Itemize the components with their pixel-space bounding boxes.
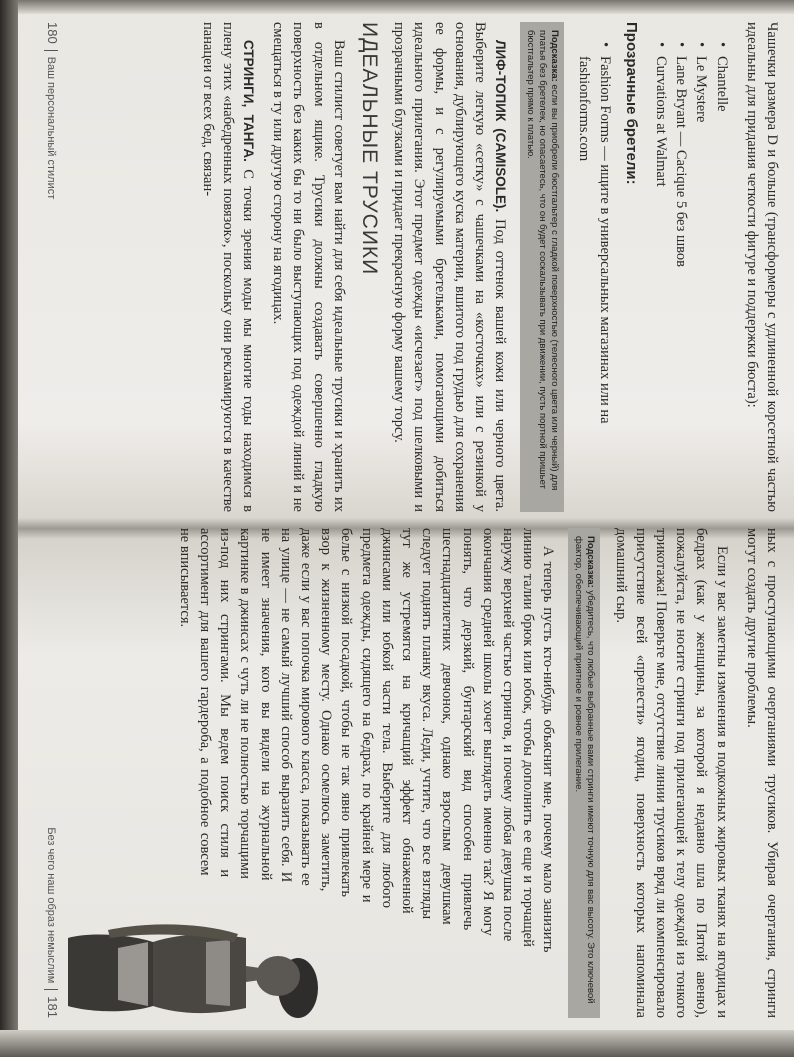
neck-shape bbox=[246, 966, 260, 982]
page-number: 180 bbox=[45, 22, 60, 44]
intro-text: Чашечки размера D и больше (трансформеры с удлиненной корсетной частью идеальны для придания четкости фигуре и поддержки бюста): bbox=[743, 22, 780, 512]
list-item: • Fashion Forms — ищите в универсальных магазинах или на fashionforms.com bbox=[574, 56, 614, 512]
panties-paragraph: Ваш стилист советует вам найти для себя идеальные трусики и хранить их в отдельном ящике. Трусики должны создавать совершенно гладкую поверхность без каких бы то ни было выступающих под одеждой линий и не смещаться в ту или другую сторону на ягодицах. bbox=[270, 22, 347, 512]
paragraph: Если у вас заметны изменения в подкожных жировых тканях на ягодицах и бедрах (как у женщины, за которой я недавно шла по Пятой авеню), пожалуйста, не носите стринги под прилегающей к телу одеждой из тонкого трикотажа! Поверьте мне, отсутствие линии трусиков вряд ли компенсировало присутствие всей «прелести» ягодиц, поверхность которых напоминала домашний сыр. bbox=[612, 528, 730, 1018]
footer-divider bbox=[44, 50, 58, 51]
tip-label: Подсказка: bbox=[585, 536, 597, 588]
tip-label: Подсказка: bbox=[549, 30, 561, 82]
tip-box bbox=[520, 22, 564, 512]
page-180 bbox=[42, 22, 782, 512]
torso-shape bbox=[153, 935, 246, 1014]
footer-divider bbox=[44, 989, 58, 990]
strings-lead: СТРИНГИ, ТАНГА. bbox=[240, 40, 256, 162]
camisole-paragraph bbox=[389, 22, 510, 512]
head-shape bbox=[256, 956, 300, 996]
list-item: • Le Mystere bbox=[691, 56, 711, 512]
tip-text: убедитесь, что любые выбранные вами стринги имеют точную для вас высоту. Это ключевой фактор, обеспечивающий приятное и ровное прилегание. bbox=[573, 536, 597, 1004]
bra-shape bbox=[206, 940, 230, 1006]
running-title: Без чего наш образ немыслим bbox=[45, 827, 57, 984]
page-footer bbox=[42, 22, 62, 512]
tip-box bbox=[568, 528, 600, 1018]
page-edge-top bbox=[0, 0, 794, 14]
straps-list bbox=[574, 22, 614, 512]
page-footer bbox=[42, 528, 62, 1018]
page-edge-bottom bbox=[0, 1030, 794, 1057]
continued-paragraph: ных с проступающими очертаниями трусиков. Убирая очертания, стринги могут создать другие проблемы. bbox=[743, 528, 780, 1018]
page-number: 181 bbox=[45, 996, 60, 1018]
camisole-lead: ЛИФ-ТОПИК (CAMISOLE). bbox=[493, 40, 509, 213]
tip-text: если вы приобрели бюстгальтер с гладкой поверхностью (телесного цвета или черный) для платья без бретелек, но опасаетесь, что он будет соскальзывать при движении, пусть портной пришьет бюстгальтер прямо к платью. bbox=[525, 30, 561, 491]
strings-text: С точки зрения моды мы многие годы находимся в плену этих «набедренных повязок», поскольку они рекламируются в качестве панацеи от всех бед, связан- bbox=[199, 22, 256, 512]
list-item: • Curvations at Walmart bbox=[651, 56, 671, 512]
section-heading: ИДЕАЛЬНЫЕ ТРУСИКИ bbox=[357, 22, 381, 276]
woman-illustration bbox=[68, 838, 318, 1018]
paragraph: А теперь пусть кто-нибудь объяснит мне, почему мало занизить линию талии брюк или юбок, чтобы дополнить ее еще и торчащей наружу верхней частью стрингов, и почему любая девушка после окончания средней школы хочет выглядеть именно так? Я могу понять, что дерзкий, бунтарский вид способен привлечь шестнадцатилетних девчонок, однако взрослым девушкам следует поднять планку вкуса. Леди, учтите, что все взгляды тут же устремятся на кричащий эффект обнаженной джинсами или юбкой части тела. Выберите для любого предмета одежды, сидящего на бедрах, по крайней мере и белье с низкой посадкой, чтобы не так явно привлекать взор к жизненному месту. Однако осмелюсь заметить, даже если у вас попочка мирового класса, показывать ее на улице — не самый лучший способ выразить себя. И не имеет значения, кого вы видели на журнальной картинке в джинсах с чуть ли не полностью торчащими из-под них стрингами. Мы ведем поиск стиля и ассортимент для вашего гардероба, а подобное совсем не вписывается. bbox=[176, 528, 557, 953]
camisole-text: Под оттенок вашей кожи или черного цвета. Выберите легкую «сетку» с чашечками на «косточках» или с резинкой у основания, дублирующего куска материи, вшитого под грудью для сохранения ее формы, и с регулируемыми бретельками, помогающими добиться идеального прилегания. Этот предмет одежды «исчезает» под шелковыми и прозрачными блузками и придает прекрасную форму вашему торсу. bbox=[391, 22, 509, 512]
list-item: • Chantelle bbox=[711, 56, 731, 512]
brand-list bbox=[651, 22, 732, 512]
strings-paragraph bbox=[197, 22, 258, 512]
page-181 bbox=[42, 528, 782, 1018]
straps-heading: Прозрачные бретели: bbox=[622, 22, 640, 185]
running-title: Ваш персональный стилист bbox=[45, 56, 57, 200]
panties-shape bbox=[118, 942, 148, 1006]
list-item: • Lane Bryant — Cacique 5 без швов bbox=[671, 56, 691, 512]
page-edge-left bbox=[0, 0, 18, 1057]
